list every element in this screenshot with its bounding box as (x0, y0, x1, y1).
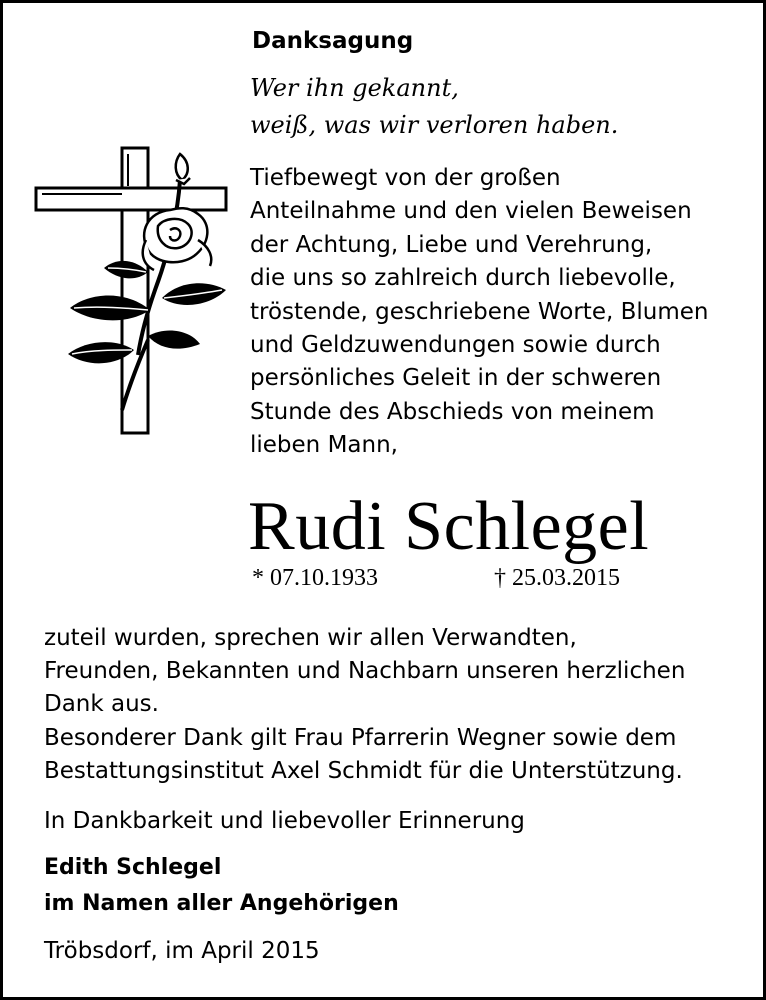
intro-line: tröstende, geschriebene Worte, Blumen (250, 298, 709, 325)
intro-line: persönliches Geleit in der schweren (250, 365, 662, 392)
motto-quote (250, 70, 618, 144)
closing-line: In Dankbarkeit und liebevoller Erinnerung (44, 808, 525, 834)
intro-line: und Geldzuwendungen sowie durch (250, 332, 661, 359)
intro-line: der Achtung, Liebe und Verehrung, (250, 231, 653, 258)
thanks-line: Freunden, Bekannten und Nachbarn unseren herzlichen (44, 658, 686, 685)
deceased-name: Rudi Schlegel (248, 488, 650, 565)
signers-block (44, 850, 399, 922)
motto-line: weiß, was wir verloren haben. (250, 111, 619, 139)
thanks-line: Bestattungsinstitut Axel Schmidt für die Unterstützung. (44, 757, 683, 784)
intro-line: Tiefbewegt von der großen (250, 165, 561, 191)
death-date: † 25.03.2015 (494, 565, 620, 591)
intro-line: die uns so zahlreich durch liebevolle, (250, 265, 676, 292)
thanks-line: Dank aus. (44, 691, 159, 718)
intro-line: Stunde des Abschieds von meinem (250, 398, 655, 425)
intro-line: lieben Mann, (250, 432, 398, 459)
thanks-paragraph (44, 622, 685, 788)
thanks-line: zuteil wurden, sprechen wir allen Verwandten, (44, 625, 577, 651)
place-date: Tröbsdorf, im April 2015 (44, 938, 320, 964)
signer-name: Edith Schlegel (44, 855, 222, 880)
heading-title: Danksagung (252, 28, 414, 54)
intro-paragraph (250, 162, 708, 463)
birth-date: * 07.10.1933 (252, 565, 378, 591)
signer-note: im Namen aller Angehörigen (44, 891, 399, 916)
cross-with-rose-icon (30, 140, 250, 440)
intro-line: Anteilnahme und den vielen Beweisen (250, 198, 692, 225)
motto-line: Wer ihn gekannt, (250, 74, 459, 102)
thanks-line: Besonderer Dank gilt Frau Pfarrerin Wegner sowie dem (44, 724, 677, 751)
